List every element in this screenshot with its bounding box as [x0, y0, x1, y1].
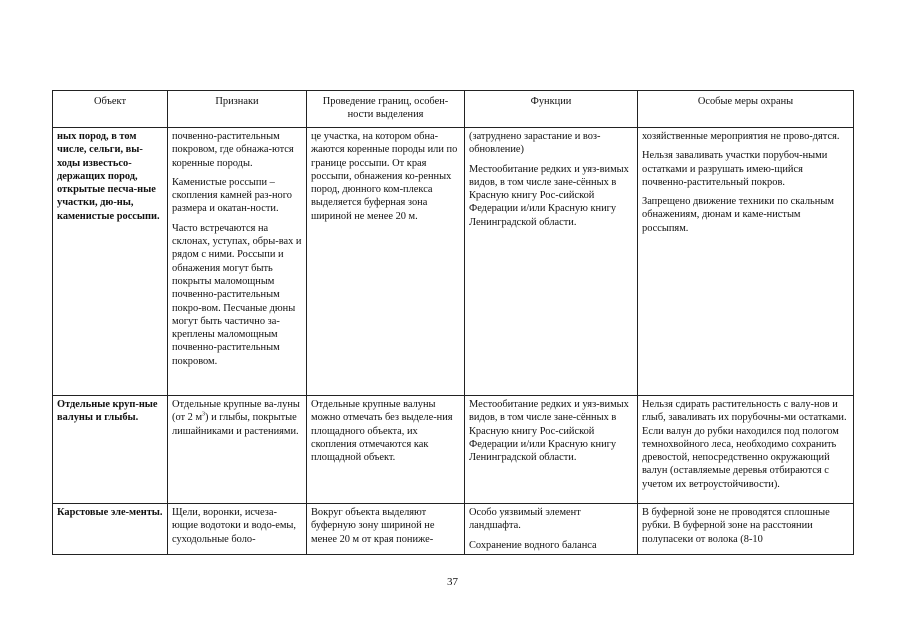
functions-cell [465, 128, 638, 396]
functions-cell [465, 504, 638, 555]
functions-cell [465, 396, 638, 504]
signs-cell [168, 504, 307, 555]
object-text: Карстовые эле-менты. [57, 507, 163, 518]
table-header-row [53, 91, 854, 128]
signs-cell [168, 396, 307, 504]
functions-paragraph: Местообитание редких и уяз-вимых видов, в том числе зане-сённых в Красную книгу Рос-сийской Федерации и/или Красную книгу Ленинградской области. [469, 163, 629, 228]
header-signs: Признаки [168, 91, 307, 128]
signs-paragraph: почвенно-растительным покровом, где обнажа-ются коренные породы. [172, 131, 294, 169]
functions-paragraph: Особо уязвимый элемент ландшафта. [469, 507, 581, 532]
measures-cell [638, 504, 854, 555]
object-cell [53, 396, 168, 504]
header-borders: Проведение границ, особен-ности выделения [307, 91, 465, 128]
borders-cell [307, 396, 465, 504]
signs-paragraph [172, 398, 302, 438]
borders-cell [307, 128, 465, 396]
borders-paragraph: Отдельные крупные валуны можно отмечать без выделе-ния площадного объекта, их скопления отмечаются как площадной объект. [311, 399, 453, 464]
signs-paragraph: Щели, воронки, исчеза-ющие водотоки и водо-емы, суходольные боло- [172, 507, 297, 545]
measures-paragraph: Запрещено движение техники по скальным обнажениям, дюнам и каме-нистым россыпям. [642, 196, 834, 234]
measures-paragraph: В буферной зоне не проводятся сплошные рубки. В буферной зоне на расстоянии полупасеки от волока (8-10 [642, 507, 830, 545]
functions-paragraph: (затруднено зарастание и воз-обновление) [469, 131, 601, 156]
signs-text: Отдельные крупные ва-луны (от 2 м [172, 399, 300, 424]
borders-paragraph: це участка, на котором обна-жаются коренные породы или по границе россыпи. От края россыпи, обнажения ко-ренных пород, дюнного ком-плекса выделяется буферная зона шириной не менее 20 м. [311, 131, 458, 222]
protection-measures-table [52, 90, 854, 555]
signs-paragraph: Каменистые россыпи – скопления камней раз-ного размера и окатан-ности. [172, 176, 292, 215]
header-functions: Функции [465, 91, 638, 128]
superscript: 3 [202, 411, 206, 418]
measures-cell [638, 396, 854, 504]
object-cell [53, 128, 168, 396]
table-row [53, 504, 854, 555]
borders-cell [307, 504, 465, 555]
signs-paragraph: Часто встречаются на склонах, уступах, обры-вах и рядом с ними. Россыпи и обнажения могут быть покрыты маломощным почвенно-растительным покро-вом. Песчаные дюны могут быть частично за-креплены маломощным почвенно-растительным покровом. [172, 222, 302, 367]
table-row [53, 128, 854, 396]
functions-paragraph: Местообитание редких и уяз-вимых видов, в том числе зане-сённых в Красную книгу Рос-сийской Федерации и/или Красную книгу Ленинградской области. [469, 399, 629, 464]
measures-paragraph: хозяйственные мероприятия не прово-дятся. [642, 131, 840, 142]
borders-paragraph: Вокруг объекта выделяют буферную зону шириной не менее 20 м от края пониже- [311, 507, 435, 545]
functions-paragraph: Сохранение водного баланса [469, 539, 597, 551]
header-measures: Особые меры охраны [638, 91, 854, 128]
page-number: 37 [447, 576, 458, 588]
table-row [53, 396, 854, 504]
object-text: ных пород, в том числе, сельги, вы-ходы известьсо-держащих пород, открытые песча-ные участки, дю-ны, каменистые россыпи. [57, 131, 160, 222]
header-object: Объект [53, 91, 168, 128]
object-cell [53, 504, 168, 555]
signs-cell [168, 128, 307, 396]
object-text: Отдельные круп-ные валуны и глыбы. [57, 399, 158, 424]
measures-paragraph: Нельзя заваливать участки порубоч-ными остатками и разрушать имею-щийся почвенно-растительный покров. [642, 150, 828, 188]
measures-paragraph: Нельзя сдирать растительность с валу-нов и глыб, заваливать их порубочны-ми остатками. Если валун до рубки находился под пологом темнохвойного леса, необходимо сохранить древостой, непосредственно окружающий валун (оставляемые деревья отбираются с учетом их ветроустойчивости). [642, 399, 847, 490]
signs-text: ) и глыбы, покрытые лишайниками и растениями. [172, 412, 299, 437]
measures-cell [638, 128, 854, 396]
